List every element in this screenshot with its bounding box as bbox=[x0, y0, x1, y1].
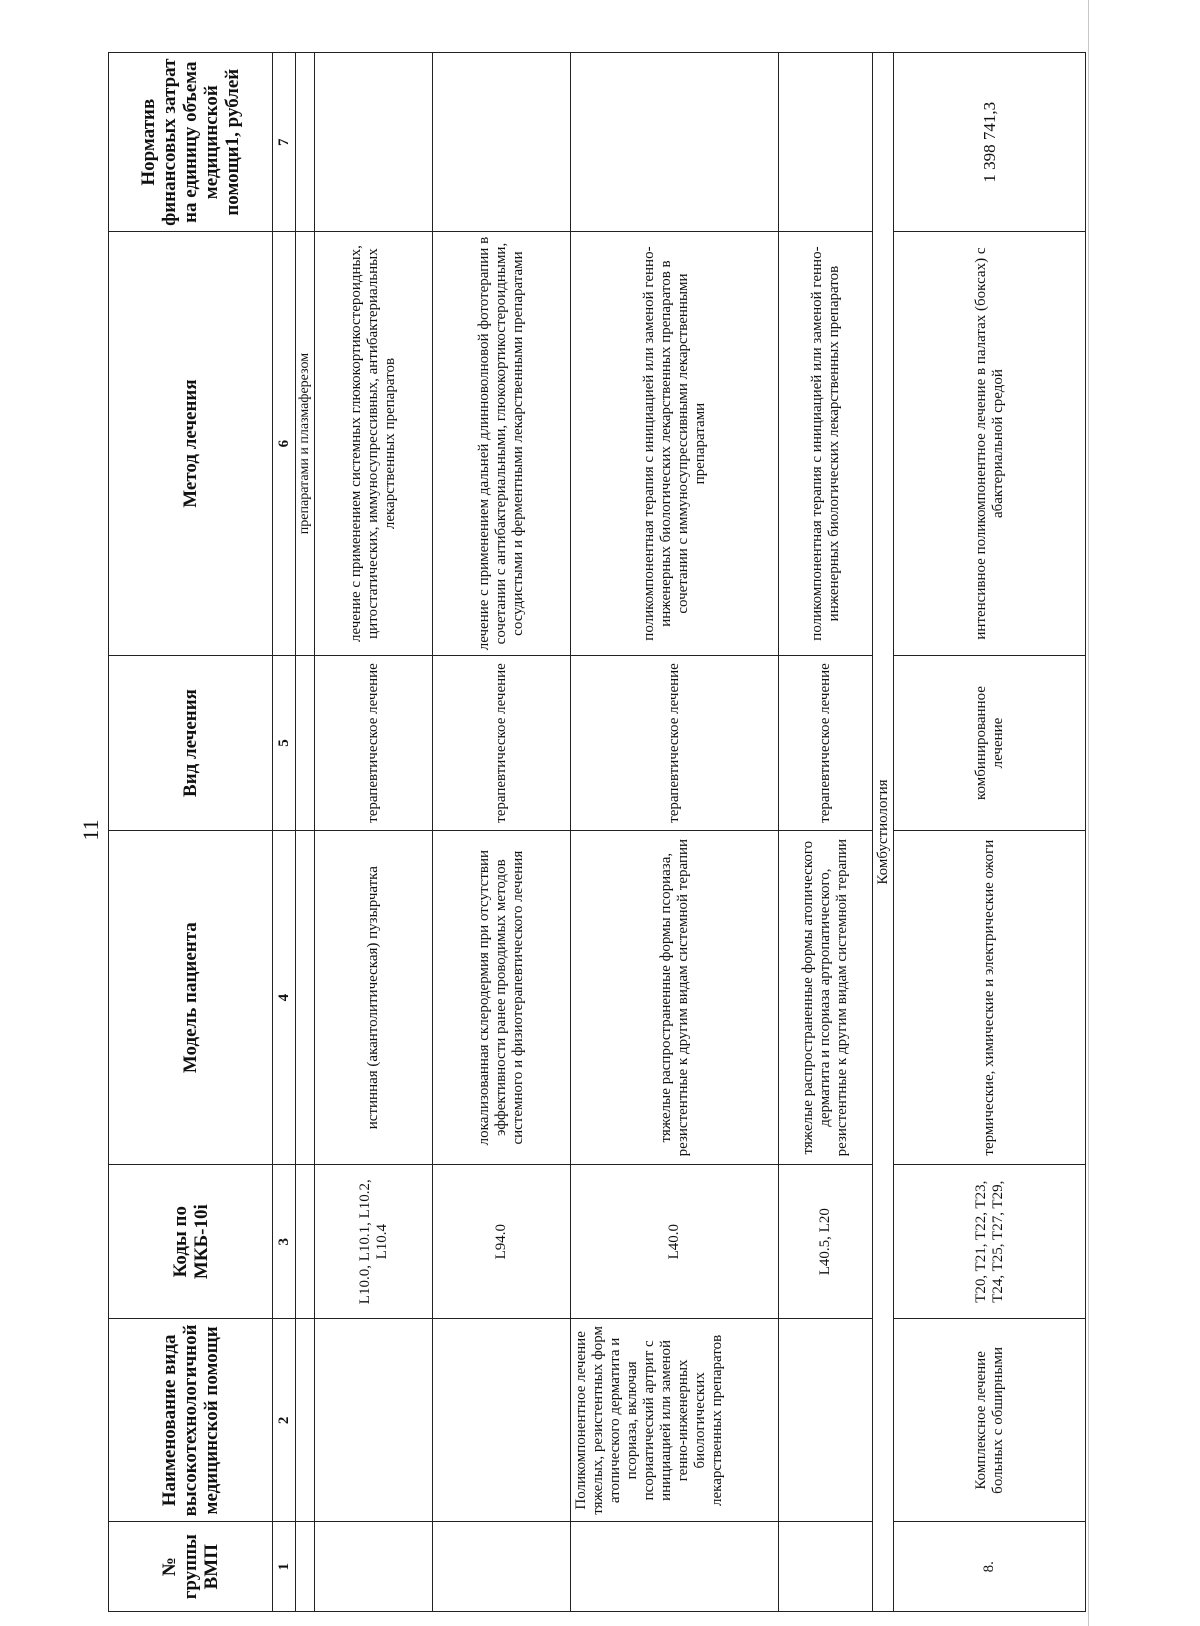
column-number: 4 bbox=[273, 831, 296, 1165]
patient-model-cell: тяжелые распространенные формы псориаза, резистентные к другим видам системной терапии bbox=[571, 831, 779, 1165]
icd-codes-cell: T20, T21, T22, T23, T24, T25, T27, T29, bbox=[894, 1165, 1086, 1319]
table-row bbox=[433, 53, 571, 1612]
vmp-name-cell: Комплексное лечение больных с обширными bbox=[894, 1319, 1086, 1522]
patient-model-cell: тяжелые распространенные формы атопического дерматита и псориаза артропатического, резистентные к другим видам системной терапии bbox=[779, 831, 873, 1165]
treatment-type-cell: терапевтическое лечение bbox=[433, 655, 571, 831]
icd-codes-cell: L10.0, L10.1, L10.2, L10.4 bbox=[315, 1165, 433, 1319]
section-row bbox=[873, 53, 894, 1612]
header-treatment-method: Метод лечения bbox=[109, 232, 273, 655]
patient-model-cell: термические, химические и электрические ожоги bbox=[894, 831, 1086, 1165]
table-row bbox=[315, 53, 433, 1612]
table-row bbox=[571, 53, 779, 1612]
column-number: 7 bbox=[273, 53, 296, 232]
header-vmp-name: Наименование вида высокотехнологичной медицинской помощи bbox=[109, 1319, 273, 1522]
vmp-name-cell: Поликомпонентное лечение тяжелых, резистентных форм атопического дерматита и псориаза, включая псориатический артрит с инициацией или заменой генно-инженерных биологических лекарственных препаратов bbox=[571, 1319, 779, 1522]
icd-codes-cell: L40.5, L20 bbox=[779, 1165, 873, 1319]
treatment-type-cell: терапевтическое лечение bbox=[571, 655, 779, 831]
header-patient-model: Модель пациента bbox=[109, 831, 273, 1165]
continuation-text: препаратами и плазмаферезом bbox=[296, 232, 315, 655]
section-title: Комбустиология bbox=[873, 53, 894, 1612]
table-row bbox=[779, 53, 873, 1612]
continuation-row bbox=[296, 53, 315, 1612]
icd-codes-cell: L94.0 bbox=[433, 1165, 571, 1319]
treatment-method-cell: лечение с применением дальней длинноволновой фототерапии в сочетании с антибактериальными, глюкокортикостероидными, сосудистыми и ферментными лекарственными препаратами bbox=[433, 232, 571, 655]
header-cost-norm: Норматив финансовых затрат на единицу объема медицинской помощи1, рублей bbox=[109, 53, 273, 232]
column-number: 2 bbox=[273, 1319, 296, 1522]
treatment-method-cell: поликомпонентная терапия с инициацией или заменой генно-инженерных биологических лекарственных препаратов в сочетании с иммуносупрессивными лекарственными препаратами bbox=[571, 232, 779, 655]
column-number: 6 bbox=[273, 232, 296, 655]
treatment-method-cell: лечение с применением системных глюкокортикостероидных, цитостатических, иммуносупрессивных, антибактериальных лекарственных препаратов bbox=[315, 232, 433, 655]
patient-model-cell: локализованная склеродермия при отсутствии эффективности ранее проводимых методов системного и физиотерапевтического лечения bbox=[433, 831, 571, 1165]
header-row bbox=[109, 53, 273, 1612]
column-number: 5 bbox=[273, 655, 296, 831]
patient-model-cell: истинная (акантолитическая) пузырчатка bbox=[315, 831, 433, 1165]
vmp-table bbox=[108, 52, 1086, 1612]
page-edge-rule bbox=[1088, 0, 1089, 1626]
cost-norm-cell: 1 398 741,3 bbox=[894, 53, 1086, 232]
column-number: 3 bbox=[273, 1165, 296, 1319]
header-group-no: № группы ВМП bbox=[109, 1522, 273, 1612]
column-number-row bbox=[273, 53, 296, 1612]
header-treatment-type: Вид лечения bbox=[109, 655, 273, 831]
page-number: 11 bbox=[78, 819, 103, 841]
header-icd-codes: Коды по МКБ-10i bbox=[109, 1165, 273, 1319]
treatment-type-cell: комбинированное лечение bbox=[894, 655, 1086, 831]
group-number-cell: 8. bbox=[894, 1522, 1086, 1612]
column-number: 1 bbox=[273, 1522, 296, 1612]
treatment-type-cell: терапевтическое лечение bbox=[315, 655, 433, 831]
treatment-method-cell: поликомпонентная терапия с инициацией или заменой генно-инженерных биологических лекарственных препаратов bbox=[779, 232, 873, 655]
icd-codes-cell: L40.0 bbox=[571, 1165, 779, 1319]
rotated-table-container bbox=[108, 52, 1086, 1612]
treatment-method-cell: интенсивное поликомпонентное лечение в палатах (боксах) с абактериальной средой bbox=[894, 232, 1086, 655]
treatment-type-cell: терапевтическое лечение bbox=[779, 655, 873, 831]
table-row bbox=[894, 53, 1086, 1612]
